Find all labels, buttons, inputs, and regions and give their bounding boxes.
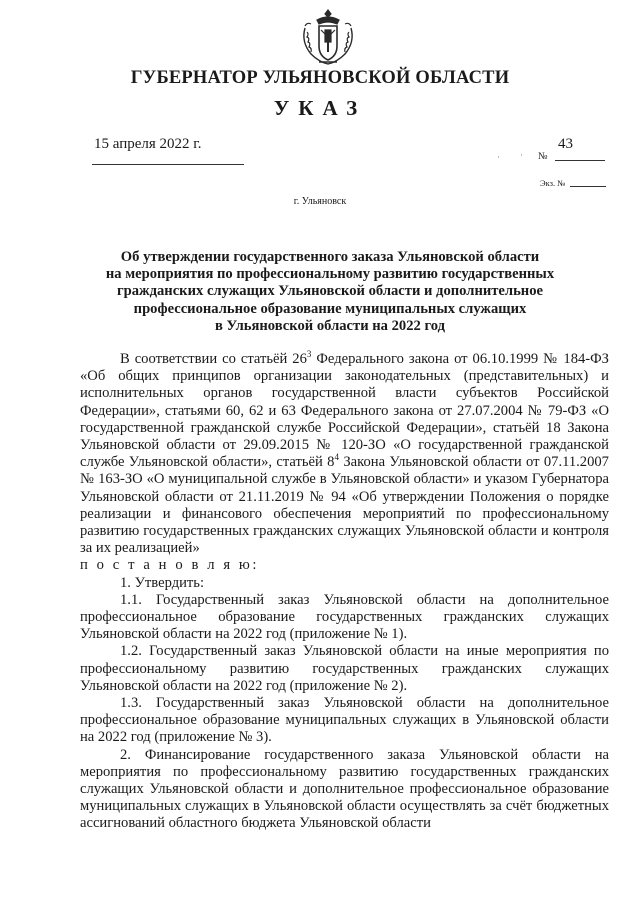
article-superscript: 3 — [306, 349, 312, 360]
document-date: 15 апреля 2022 г. — [94, 136, 202, 152]
document-body — [80, 351, 609, 833]
clause-1-2: 1.2. Государственный заказ Ульяновской области на иные мероприятия по профессиональному развитию государственных гражданских служащих Ульяновской области на 2022 год (приложение № 2). — [80, 643, 609, 694]
title-line: в Ульяновской области на 2022 год — [215, 317, 445, 334]
title-line: Об утверждении государственного заказа Ульяновской области — [120, 249, 540, 265]
clause-1-1: 1.1. Государственный заказ Ульяновской области на дополнительное профессиональное образование государственных гражданских служащих Ульяновской области на 2022 год (приложение № 1). — [80, 591, 609, 643]
issue-city: г. Ульяновск — [293, 196, 347, 207]
preamble-text: В соответствии со статьёй 26 — [120, 351, 307, 367]
coat-of-arms-emblem-icon — [297, 6, 359, 68]
title-line: на мероприятия по профессиональному развитию государственных — [105, 266, 555, 283]
date-underline — [92, 164, 244, 165]
title-line: гражданских служащих Ульяновской области и дополнительное — [117, 283, 543, 300]
number-underline — [555, 160, 605, 161]
number-sign: № — [538, 151, 548, 162]
article-superscript: 4 — [334, 452, 339, 463]
scan-speck: · — [497, 152, 500, 162]
preamble-text: Закона Ульяновской области от 07.11.2007 № 163-ЗО «О муниципальной службе в Ульяновской области» и указом Губернатора Ульяновской области от 21.11.2019 № 94 «Об утверждении Положения о порядке реализации и финансового обеспечения мероприятий по профессиональному развитию государственных гражданских служащих Ульяновской области и контроля за их реализацией» — [80, 454, 609, 557]
copy-number-label: Экз. № — [540, 178, 566, 188]
clause-2: 2. Финансирование государственного заказа Ульяновской области на мероприятия по профессиональному развитию государственных гражданских служащих Ульяновской области и дополнительное профессиональное образование муниципальных служащих в Ульяновской области осуществлять за счёт бюджетных ассигнований областного бюджета Ульяновской области — [80, 746, 609, 832]
clause-1-3: 1.3. Государственный заказ Ульяновской области на дополнительное профессиональное образование муниципальных служащих в Ульяновской области на 2022 год (приложение № 3). — [80, 695, 609, 746]
title-line: профессиональное образование муниципальных служащих — [133, 300, 527, 317]
issuing-authority: ГУБЕРНАТОР УЛЬЯНОВСКОЙ ОБЛАСТИ — [130, 68, 510, 88]
copy-number-underline — [570, 186, 606, 187]
document-title — [80, 249, 580, 335]
document-type: УКАЗ — [273, 96, 367, 120]
preamble-text: Федерального закона от 06.10.1999 № 184-ФЗ «Об общих принципов организации законодательных (представительных) и исполнительных органов государственной власти субъектов Российской Федерации», статьями 60, 62 и 63 Федерального закона от 27.07.2004 № 79-ФЗ «О государственной гражданской службе Российской Федерации», статьёй 18 Закона Ульяновской области от 29.09.2015 № 120-ЗО «О государственной гражданской службе Ульяновской области», статьёй 8 — [80, 351, 609, 471]
document-number: 43 — [558, 136, 573, 152]
clause-1: 1. Утвердить: — [120, 574, 205, 591]
decree-word: п о с т а н о в л я ю: — [80, 557, 260, 574]
preamble-paragraph — [80, 351, 609, 557]
scan-speck: · — [520, 150, 523, 160]
